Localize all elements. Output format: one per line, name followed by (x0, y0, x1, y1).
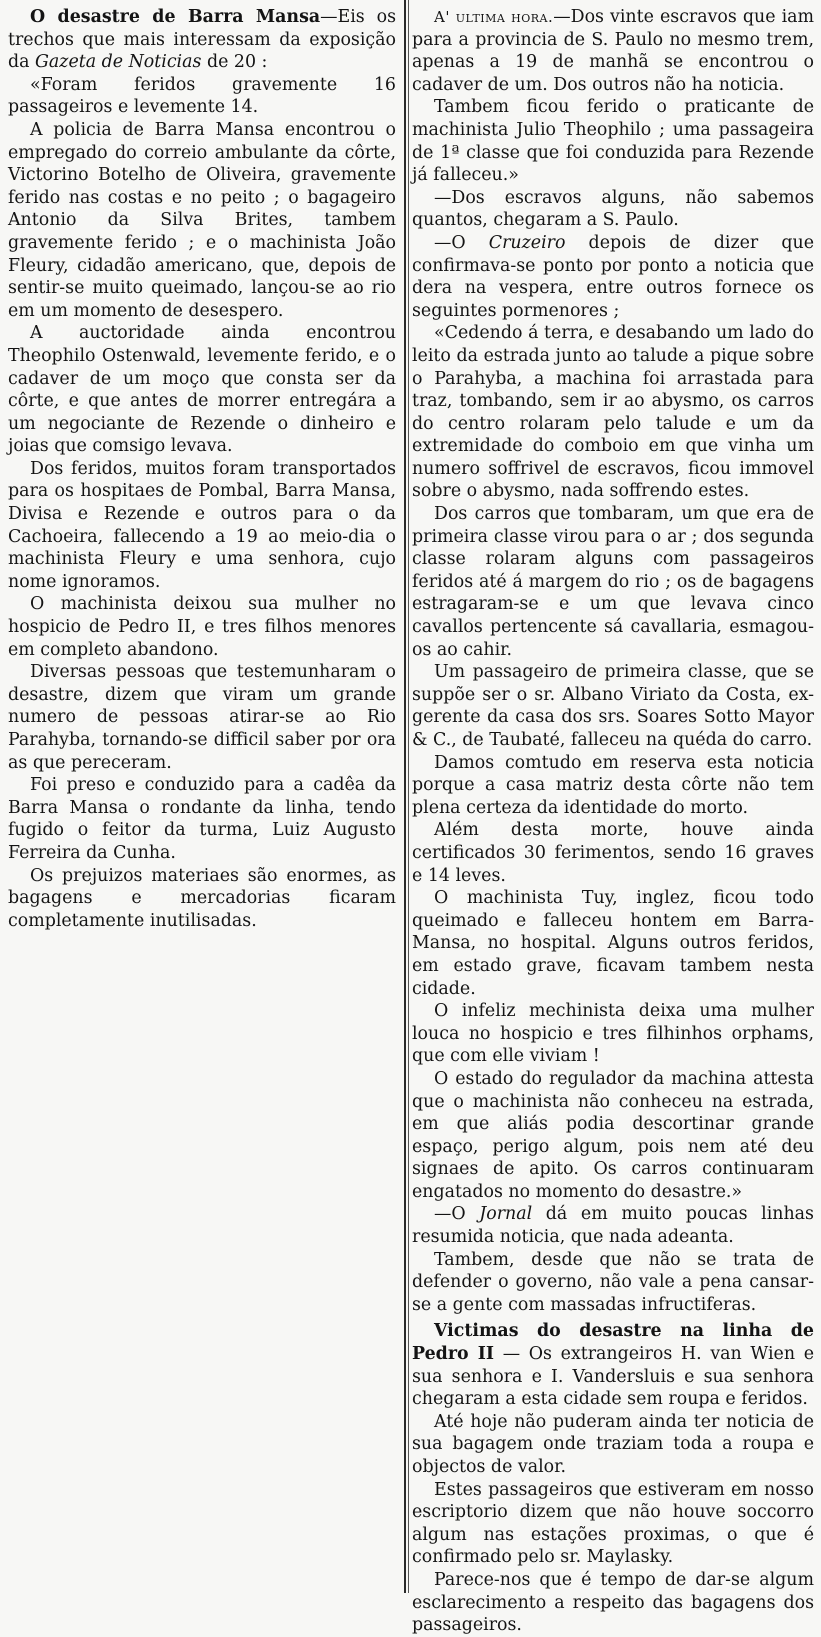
paragraph: Os prejuizos materiaes são enormes, as bagagens e mercadorias ficaram completamente inutilisadas. (8, 865, 396, 931)
paragraph: O machinista Tuy, inglez, ficou todo queimado e falleceu hontem em Barra-Mansa, no hospital. Alguns outros feridos, em estado grave, ficavam tambem nesta cidade. (412, 888, 814, 999)
paragraph: «Foram feridos gravemente 16 passageiros e levemente 14. (8, 74, 396, 118)
paragraph: Até hoje não puderam ainda ter noticia de sua bagagem onde traziam toda a roupa e objectos de valor. (412, 1411, 814, 1477)
paragraph: Além desta morte, houve ainda certificados 30 ferimentos, sendo 16 graves e 14 leves. (412, 820, 814, 886)
late-news-paragraph: A' ultima hora.—Dos vinte escravos que iam para a provincia de S. Paulo no mesmo trem, apenas a 19 de manhã se encontrou o cadaver de um. Dos outros não ha noticia. (412, 7, 815, 95)
source-name: Gazeta de Noticias (35, 52, 202, 73)
paragraph: O estado do regulador da machina attesta que o machinista não conheceu na estrada, em que aliás podia descortinar grande espaço, perigo algum, pois nem até deu signaes de apito. Os carros continuaram engatados no momento do desastre.» (412, 1068, 814, 1202)
paragraph: Diversas pessoas que testemunharam o desastre, dizem que viram um grande numero de pessoas atirar-se ao Rio Parahyba, tornando-se difficil saber por ora as que pereceram. (8, 662, 396, 773)
left-column (8, 6, 396, 932)
source-name: Jornal (479, 1204, 533, 1225)
paragraph: Parece-nos que é tempo de dar-se algum esclarecimento a respeito das bagagens dos passageiros. (412, 1569, 814, 1636)
column-rule (404, 0, 406, 1593)
paragraph: A auctoridade ainda encontrou Theophilo Ostenwald, levemente ferido, e o cadaver de um moço que consta ser da côrte, e que antes de morrer entregára a um negociante de Rezende o dinheiro e joias que comsigo levava. (8, 323, 396, 457)
late-news-label: A' ultima hora. (434, 8, 554, 26)
column-rule-inner (408, 0, 409, 1593)
article-intro: Victimas do desastre na linha de Pedro II — Os extrangeiros H. van Wien e sua senhora e I. Vandersluis e sua senhora chegaram a esta cidade sem roupa e feridos. (412, 1321, 814, 1410)
paragraph: A policia de Barra Mansa encontrou o empregado do correio ambulante da côrte, Victorino Botelho de Oliveira, gravemente ferido nas costas e no peito ; o bagageiro Antonio da Silva Brites, tambem gravemente ferido ; e o machinista João Fleury, cidadão americano, que, depois de sentir-se muito queimado, lançou-se ao rio em um momento de desespero. (8, 119, 396, 321)
article-intro: O desastre de Barra Mansa—Eis os trechos que mais interessam da exposição da Gazeta de Noticias de 20 : (8, 7, 396, 73)
article-headline: Victimas do desastre na linha de Pedro II (412, 1321, 814, 1365)
paragraph: Dos feridos, muitos foram transportados para os hospitaes de Pombal, Barra Mansa, Divisa e Rezende e outros para o da Cachoeira, fallecendo a 19 ao meio-dia o machinista Fleury e uma senhora, cujo nome ignoramos. (8, 458, 396, 592)
paragraph: O infeliz mechinista deixa uma mulher louca no hospicio e tres filhinhos orphams, que com elle viviam ! (412, 1001, 814, 1067)
paragraph: Tambem ficou ferido o praticante de machinista Julio Theophilo ; uma passageira de 1ª classe que foi conduzida para Rezende já falleceu.» (412, 97, 814, 186)
paragraph: —O Cruzeiro depois de dizer que confirmava-se ponto por ponto a noticia que dera na vespera, entre outros fornece os seguintes pormenores ; (412, 232, 814, 321)
article-headline: O desastre de Barra Mansa (30, 7, 321, 27)
paragraph: —O Jornal dá em muito poucas linhas resumida noticia, que nada adeanta. (412, 1204, 814, 1248)
right-column (412, 6, 814, 1637)
paragraph: —Dos escravos alguns, não sabemos quantos, chegaram a S. Paulo. (412, 187, 814, 231)
paragraph: Tambem, desde que não se trata de defender o governo, não vale a pena cansar-se a gente com massadas infructiferas. (412, 1249, 814, 1315)
paragraph: Damos comtudo em reserva esta noticia porque a casa matriz desta côrte não tem plena certeza da identidade do morto. (412, 752, 814, 818)
paragraph: Dos carros que tombaram, um que era de primeira classe virou para o ar ; dos segunda classe rolaram alguns com passageiros feridos até á margem do rio ; os de bagagens estragaram-se e um que levava cinco cavallos pertencente sá cavallaria, esmagou-os ao cahir. (412, 504, 814, 660)
paragraph: Foi preso e conduzido para a cadêa da Barra Mansa o rondante da linha, tendo fugido o feitor da turma, Luiz Augusto Ferreira da Cunha. (8, 775, 396, 863)
source-name: Cruzeiro (488, 232, 566, 253)
paragraph: Estes passageiros que estiveram em nosso escriptorio dizem que não houve soccorro algum nas estações proximas, o que é confirmado pelo sr. Maylasky. (412, 1479, 814, 1568)
paragraph: «Cedendo á terra, e desabando um lado do leito da estrada junto ao talude a pique sobre o Parahyba, a machina foi arrastada para traz, tombando, sem ir ao abysmo, os carros do centro rolaram pelo talude e um da extremidade do comboio em que vinha um numero soffrivel de escravos, ficou immovel sobre o abysmo, nada soffrendo estes. (412, 323, 814, 502)
paragraph: O machinista deixou sua mulher no hospicio de Pedro II, e tres filhos menores em completo abandono. (8, 594, 396, 660)
paragraph: Um passageiro de primeira classe, que se suppõe ser o sr. Albano Viriato da Costa, ex-gerente da casa dos srs. Soares Sotto Mayor & C., de Taubaté, falleceu na quéda do carro. (412, 662, 814, 750)
